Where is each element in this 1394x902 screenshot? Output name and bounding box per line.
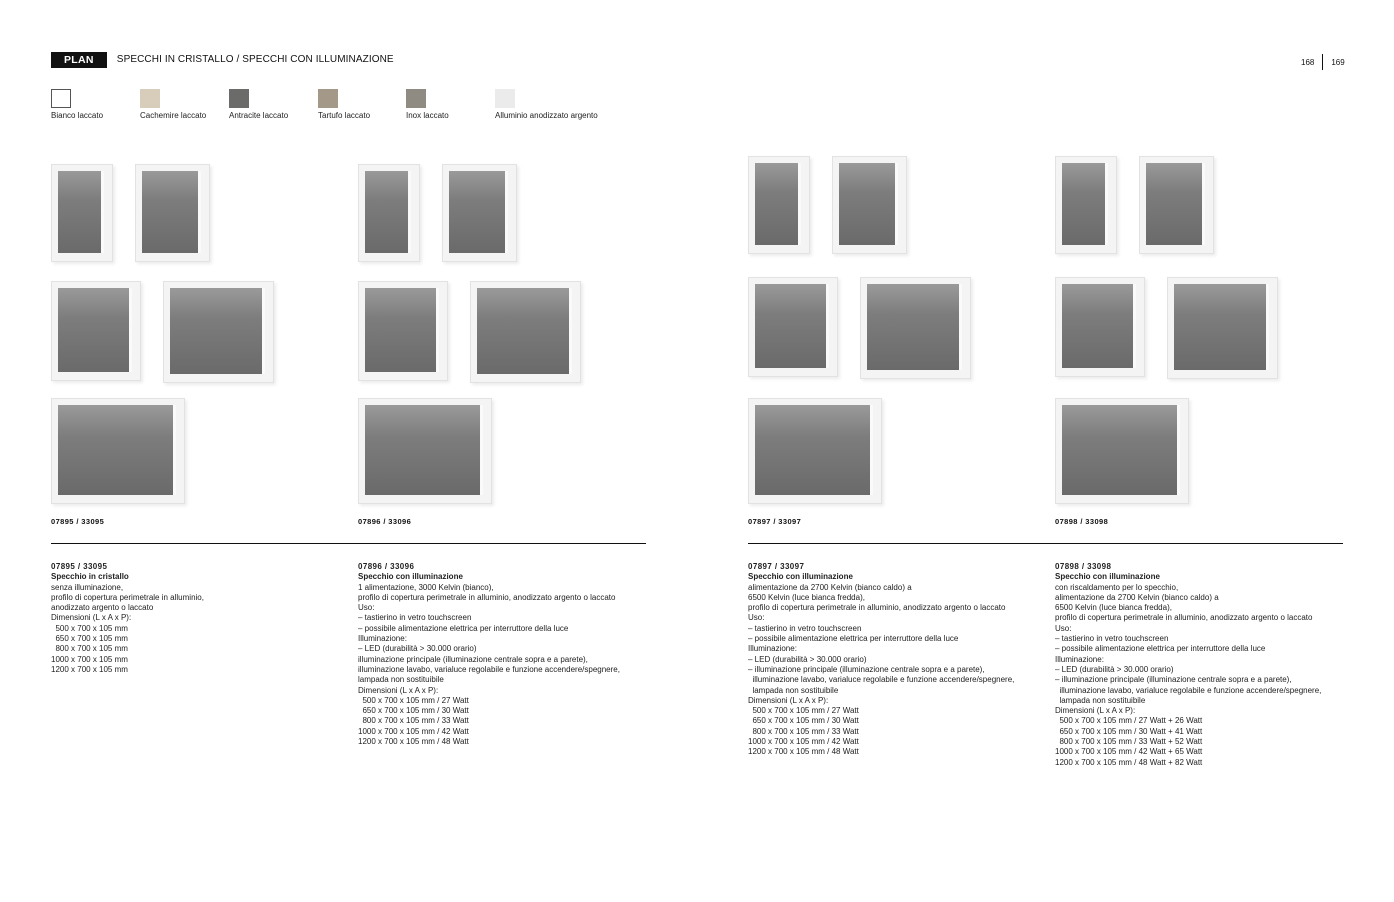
description-line: lampada non sostituibile [748, 685, 839, 695]
swatch-label: Alluminio anodizzato argento [495, 111, 598, 120]
section-title: SPECCHI IN CRISTALLO / SPECCHI CON ILLUMINAZIONE [116, 54, 394, 65]
description-line: – illuminazione principale (illuminazione centrale sopra e a parete), [1055, 675, 1292, 685]
product-description [1055, 562, 1345, 768]
description-line: profilo di copertura perimetrale in alluminio, [51, 592, 204, 602]
description-line: 500 x 700 x 105 mm / 27 Watt + 26 Watt [1055, 716, 1203, 726]
description-line: illuminazione principale (illuminazione centrale sopra e a parete), [358, 654, 588, 664]
description-line: alimentazione da 2700 Kelvin (bianco caldo) a [748, 582, 912, 592]
mirror-image-1000 [860, 277, 971, 379]
description-line: lampada non sostituibile [1055, 695, 1146, 705]
mirror-image-500 [748, 156, 810, 254]
mirror-image-800 [51, 281, 141, 381]
swatch-alluminio[interactable] [495, 89, 598, 120]
mirror-image-650 [832, 156, 907, 254]
description-line: 650 x 700 x 105 mm [51, 634, 128, 644]
description-line: lampada non sostituibile [358, 675, 444, 685]
divider-right [748, 543, 1343, 544]
description-line: 650 x 700 x 105 mm / 30 Watt [748, 716, 859, 726]
description-title: Specchio con illuminazione [748, 572, 853, 582]
swatch-label: Antracite laccato [229, 111, 289, 120]
description-line: 6500 Kelvin (luce bianca fredda), [1055, 603, 1172, 613]
description-line: Dimensioni (L x A x P): [358, 685, 439, 695]
swatch-label: Tartufo laccato [318, 111, 371, 120]
mirror-image-1200 [748, 398, 882, 504]
description-line: – possibile alimentazione elettrica per interruttore della luce [1055, 644, 1266, 654]
description-title: Specchio con illuminazione [1055, 572, 1160, 582]
description-code: 07898 / 33098 [1055, 562, 1112, 571]
mirror-image-500 [51, 164, 113, 262]
swatch-chip [495, 89, 515, 108]
description-line: – possibile alimentazione elettrica per interruttore della luce [358, 623, 569, 633]
description-line: 500 x 700 x 105 mm [51, 623, 128, 633]
description-code: 07897 / 33097 [748, 562, 805, 571]
mirror-image-1200 [358, 398, 492, 504]
description-line: profilo di copertura perimetrale in alluminio, anodizzato argento o laccato [1055, 613, 1313, 623]
product-code-label: 07896 / 33096 [358, 517, 412, 526]
mirror-image-650 [442, 164, 517, 262]
description-line: profilo di copertura perimetrale in alluminio, anodizzato argento o laccato [358, 592, 616, 602]
mirror-image-500 [1055, 156, 1117, 254]
description-line: – tastierino in vetro touchscreen [1055, 634, 1169, 644]
description-line: – LED (durabilità > 30.000 orario) [748, 654, 867, 664]
swatch-label: Inox laccato [406, 111, 449, 120]
description-title: Specchio con illuminazione [358, 572, 463, 582]
page-separator [1322, 54, 1323, 70]
description-line: illuminazione lavabo, varialuce regolabile e funzione accendere/spegnere, [748, 675, 1015, 685]
description-line: con riscaldamento per lo specchio, [1055, 582, 1179, 592]
description-line: 800 x 700 x 105 mm [51, 644, 128, 654]
description-line: – possibile alimentazione elettrica per interruttore della luce [748, 634, 959, 644]
brand-label: PLAN [51, 52, 107, 68]
description-line: 800 x 700 x 105 mm / 33 Watt + 52 Watt [1055, 737, 1203, 747]
description-line: Dimensioni (L x A x P): [748, 695, 829, 705]
swatch-label: Cachemire laccato [140, 111, 207, 120]
description-line: Dimensioni (L x A x P): [1055, 706, 1136, 716]
mirror-image-800 [358, 281, 448, 381]
description-line: 1200 x 700 x 105 mm / 48 Watt + 82 Watt [1055, 757, 1203, 767]
swatch-inox[interactable] [406, 89, 449, 120]
description-line: – LED (durabilità > 30.000 orario) [358, 644, 477, 654]
mirror-image-800 [748, 277, 838, 377]
description-line: anodizzato argento o laccato [51, 603, 154, 613]
mirror-image-1000 [470, 281, 581, 383]
page-number-left: 168 [1301, 57, 1315, 67]
description-line: – tastierino in vetro touchscreen [748, 623, 862, 633]
description-line: Uso: [1055, 623, 1072, 633]
mirror-image-1000 [163, 281, 274, 383]
mirror-image-1200 [51, 398, 185, 504]
description-line: Illuminazione: [748, 644, 797, 654]
swatch-chip [140, 89, 160, 108]
swatch-chip [229, 89, 249, 108]
page-number-right: 169 [1331, 57, 1345, 67]
mirror-image-650 [135, 164, 210, 262]
swatch-bianco[interactable] [51, 89, 104, 120]
description-line: 1000 x 700 x 105 mm / 42 Watt [748, 737, 859, 747]
description-line: Uso: [748, 613, 765, 623]
description-line: 500 x 700 x 105 mm / 27 Watt [748, 706, 859, 716]
description-line: Illuminazione: [1055, 654, 1104, 664]
description-line: 500 x 700 x 105 mm / 27 Watt [358, 695, 469, 705]
description-line: Dimensioni (L x A x P): [51, 613, 132, 623]
description-line: – illuminazione principale (illuminazione centrale sopra e a parete), [748, 664, 985, 674]
description-line: 1000 x 700 x 105 mm / 42 Watt + 65 Watt [1055, 747, 1203, 757]
product-description [51, 562, 341, 675]
product-description [748, 562, 1038, 758]
description-line: 650 x 700 x 105 mm / 30 Watt [358, 706, 469, 716]
page-numbers [1301, 54, 1345, 70]
description-line: 800 x 700 x 105 mm / 33 Watt [358, 716, 469, 726]
description-line: 1000 x 700 x 105 mm [51, 654, 128, 664]
description-line: alimentazione da 2700 Kelvin (bianco caldo) a [1055, 592, 1219, 602]
description-line: Uso: [358, 603, 375, 613]
mirror-image-500 [358, 164, 420, 262]
mirror-image-800 [1055, 277, 1145, 377]
description-line: 1000 x 700 x 105 mm / 42 Watt [358, 726, 469, 736]
description-line: 650 x 700 x 105 mm / 30 Watt + 41 Watt [1055, 726, 1203, 736]
swatch-chip [318, 89, 338, 108]
description-line: – tastierino in vetro touchscreen [358, 613, 472, 623]
product-code-label: 07898 / 33098 [1055, 517, 1109, 526]
swatch-label: Bianco laccato [51, 111, 104, 120]
description-line: Illuminazione: [358, 634, 407, 644]
description-line: – LED (durabilità > 30.000 orario) [1055, 664, 1174, 674]
swatch-tartufo[interactable] [318, 89, 371, 120]
description-line: 1 alimentazione, 3000 Kelvin (bianco), [358, 582, 494, 592]
description-line: illuminazione lavabo, varialuce regolabile e funzione accendere/spegnere, [358, 664, 620, 674]
divider-left [51, 543, 646, 544]
swatch-chip [51, 89, 71, 108]
description-code: 07896 / 33096 [358, 562, 415, 571]
product-code-label: 07897 / 33097 [748, 517, 802, 526]
mirror-image-650 [1139, 156, 1214, 254]
product-description [358, 562, 648, 747]
swatch-cachemire[interactable] [140, 89, 207, 120]
swatch-antracite[interactable] [229, 89, 289, 120]
description-line: profilo di copertura perimetrale in alluminio, anodizzato argento o laccato [748, 603, 1006, 613]
description-code: 07895 / 33095 [51, 562, 108, 571]
description-line: 800 x 700 x 105 mm / 33 Watt [748, 726, 859, 736]
description-title: Specchio in cristallo [51, 572, 129, 582]
product-code-label: 07895 / 33095 [51, 517, 105, 526]
description-line: 1200 x 700 x 105 mm / 48 Watt [358, 737, 469, 747]
description-line: senza illuminazione, [51, 582, 124, 592]
description-line: 1200 x 700 x 105 mm [51, 664, 128, 674]
page-header [51, 51, 394, 68]
mirror-image-1000 [1167, 277, 1278, 379]
swatch-chip [406, 89, 426, 108]
description-line: 1200 x 700 x 105 mm / 48 Watt [748, 747, 859, 757]
description-line: illuminazione lavabo, varialuce regolabile e funzione accendere/spegnere, [1055, 685, 1322, 695]
description-line: 6500 Kelvin (luce bianca fredda), [748, 592, 865, 602]
mirror-image-1200 [1055, 398, 1189, 504]
